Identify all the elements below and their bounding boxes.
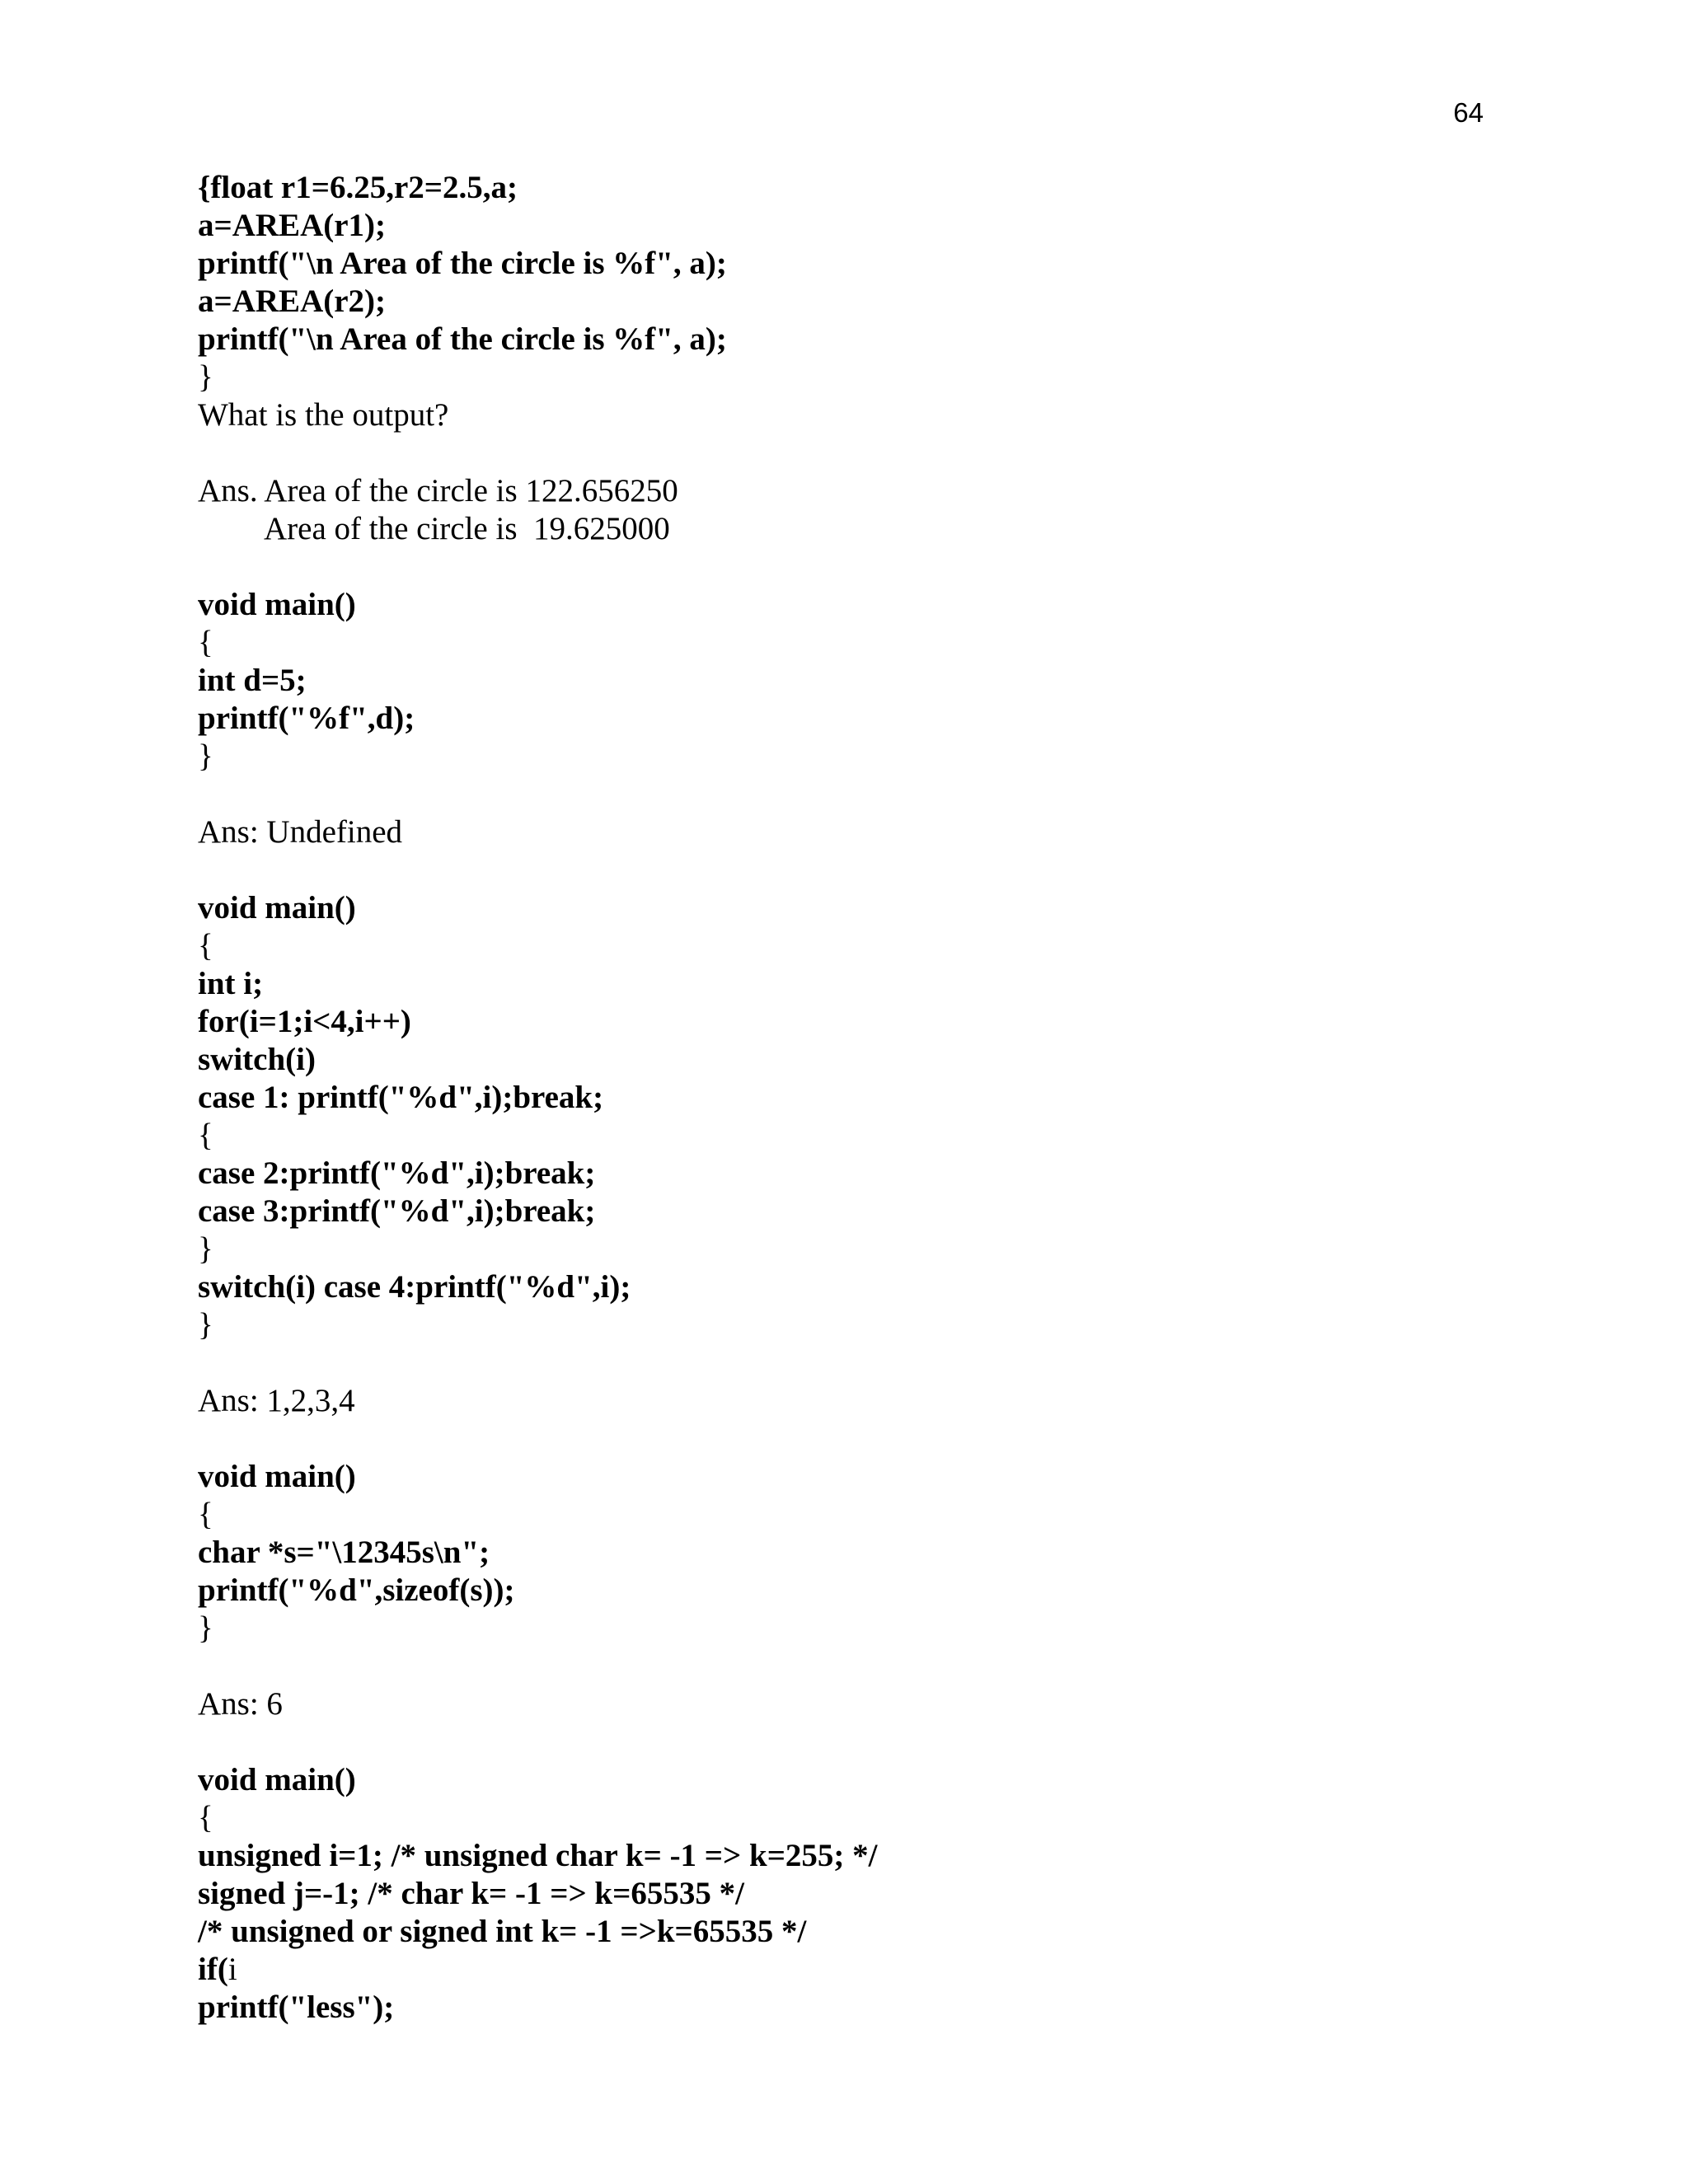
code-line: signed j=-1; /* char k= -1 => k=65535 */: [198, 1876, 744, 1911]
question-text: What is the output?: [198, 397, 449, 433]
spacer: [198, 1344, 1484, 1382]
function-header: void main(): [198, 1459, 356, 1494]
if-keyword: if(: [198, 1952, 228, 1987]
code-line: printf("\n Area of the circle is %f", a);: [198, 246, 727, 281]
code-example-area: [198, 169, 1484, 548]
opening-brace: {: [198, 1118, 213, 1153]
answer-text: Ans: 1,2,3,4: [198, 1383, 355, 1418]
function-header: void main(): [198, 1762, 356, 1797]
code-line: printf("%d",sizeof(s));: [198, 1572, 515, 1608]
code-line: int i;: [198, 966, 264, 1001]
code-line-if: [198, 1951, 1484, 1989]
code-line: case 1: printf("%d",i);break;: [198, 1080, 604, 1115]
answer-text: Area of the circle is 19.625000: [264, 511, 670, 546]
opening-brace: {: [198, 928, 213, 963]
code-line: printf("%f",d);: [198, 701, 415, 736]
spacer: [198, 1420, 1484, 1458]
code-line: unsigned i=1; /* unsigned char k= -1 => k=255; */: [198, 1838, 878, 1873]
code-line: switch(i): [198, 1042, 316, 1077]
function-header: void main(): [198, 890, 356, 926]
answer-text: Ans. Area of the circle is 122.656250: [198, 473, 678, 509]
code-line: for(i=1;i<4,i++): [198, 1004, 411, 1039]
closing-brace: }: [198, 359, 213, 395]
code-example-signed: [198, 1761, 1484, 2027]
code-line: {float r1=6.25,r2=2.5,a;: [198, 170, 518, 205]
answer-text: Ans: 6: [198, 1686, 283, 1722]
code-line: switch(i) case 4:printf("%d",i);: [198, 1269, 631, 1305]
closing-brace: }: [198, 1231, 213, 1267]
code-example-printf-float: [198, 586, 1484, 851]
spacer: [198, 548, 1484, 586]
opening-brace: {: [198, 1497, 213, 1532]
code-line: char *s="\12345s\n";: [198, 1535, 490, 1570]
code-line: case 3:printf("%d",i);break;: [198, 1193, 596, 1229]
spacer: [198, 1723, 1484, 1761]
spacer: [198, 1647, 1484, 1685]
code-line: a=AREA(r2);: [198, 284, 387, 319]
code-line: case 2:printf("%d",i);break;: [198, 1155, 596, 1191]
opening-brace: {: [198, 1800, 213, 1835]
code-line: /* unsigned or signed int k= -1 =>k=65535 */: [198, 1914, 807, 1949]
opening-brace: {: [198, 625, 213, 660]
closing-brace: }: [198, 1307, 213, 1343]
code-line: int d=5;: [198, 663, 307, 698]
spacer: [198, 776, 1484, 813]
page-body: [198, 169, 1484, 2027]
spacer: [198, 434, 1484, 472]
code-line: a=AREA(r1);: [198, 208, 387, 243]
answer-text: Ans: Undefined: [198, 814, 403, 850]
code-line: printf("less");: [198, 1990, 395, 2025]
code-line: printf("\n Area of the circle is %f", a);: [198, 321, 727, 357]
if-condition: i: [227, 1952, 237, 1987]
function-header: void main(): [198, 587, 356, 622]
closing-brace: }: [198, 738, 213, 774]
spacer: [198, 851, 1484, 889]
closing-brace: }: [198, 1610, 213, 1646]
code-example-switch: [198, 889, 1484, 1420]
code-example-sizeof: [198, 1458, 1484, 1723]
page-number: 64: [1453, 97, 1484, 128]
